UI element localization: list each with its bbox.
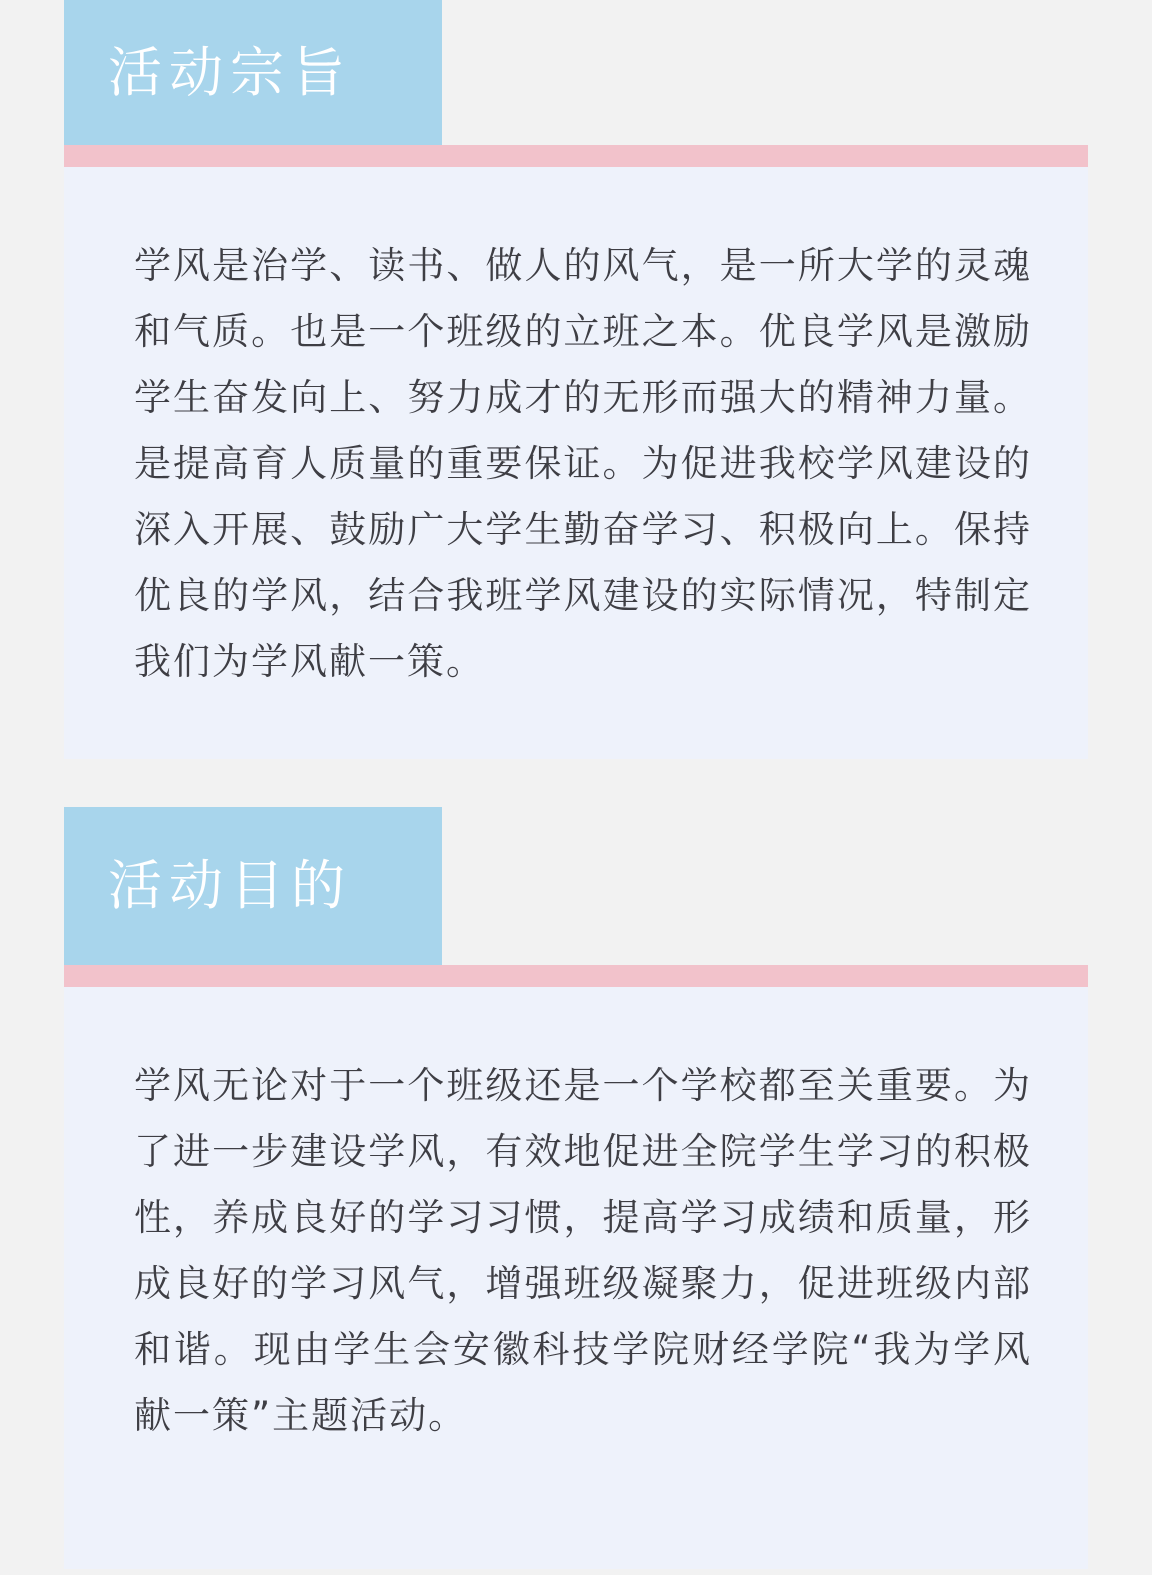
section-title: 活动宗旨	[108, 40, 352, 104]
section-title: 活动目的	[108, 854, 352, 918]
section-body-panel	[64, 987, 1088, 1569]
section-body-panel	[64, 167, 1088, 759]
section-header-banner	[64, 807, 442, 965]
section-divider-bar	[64, 145, 1088, 167]
section-body-text: 学风无论对于一个班级还是一个学校都至关重要。为了进一步建设学风，有效地促进全院学生学习的积极性，养成良好的学习习惯，提高学习成绩和质量，形成良好的学习风气，增强班级凝聚力，促进班级内部和谐。现由学生会安徽科技学院财经学院“我为学风献一策”主题活动。	[134, 1064, 1032, 1437]
section-body-text: 学风是治学、读书、做人的风气，是一所大学的灵魂和气质。也是一个班级的立班之本。优良学风是激励学生奋发向上、努力成才的无形而强大的精神力量。是提高育人质量的重要保证。为促进我校学风建设的深入开展、鼓励广大学生勤奋学习、积极向上。保持优良的学风，结合我班学风建设的实际情况，特制定我们为学风献一策。	[134, 244, 1032, 683]
section-divider-bar	[64, 965, 1088, 987]
section-header-banner	[64, 0, 442, 145]
section-activity-purpose	[64, 0, 1088, 759]
section-activity-goal	[64, 807, 1088, 1569]
